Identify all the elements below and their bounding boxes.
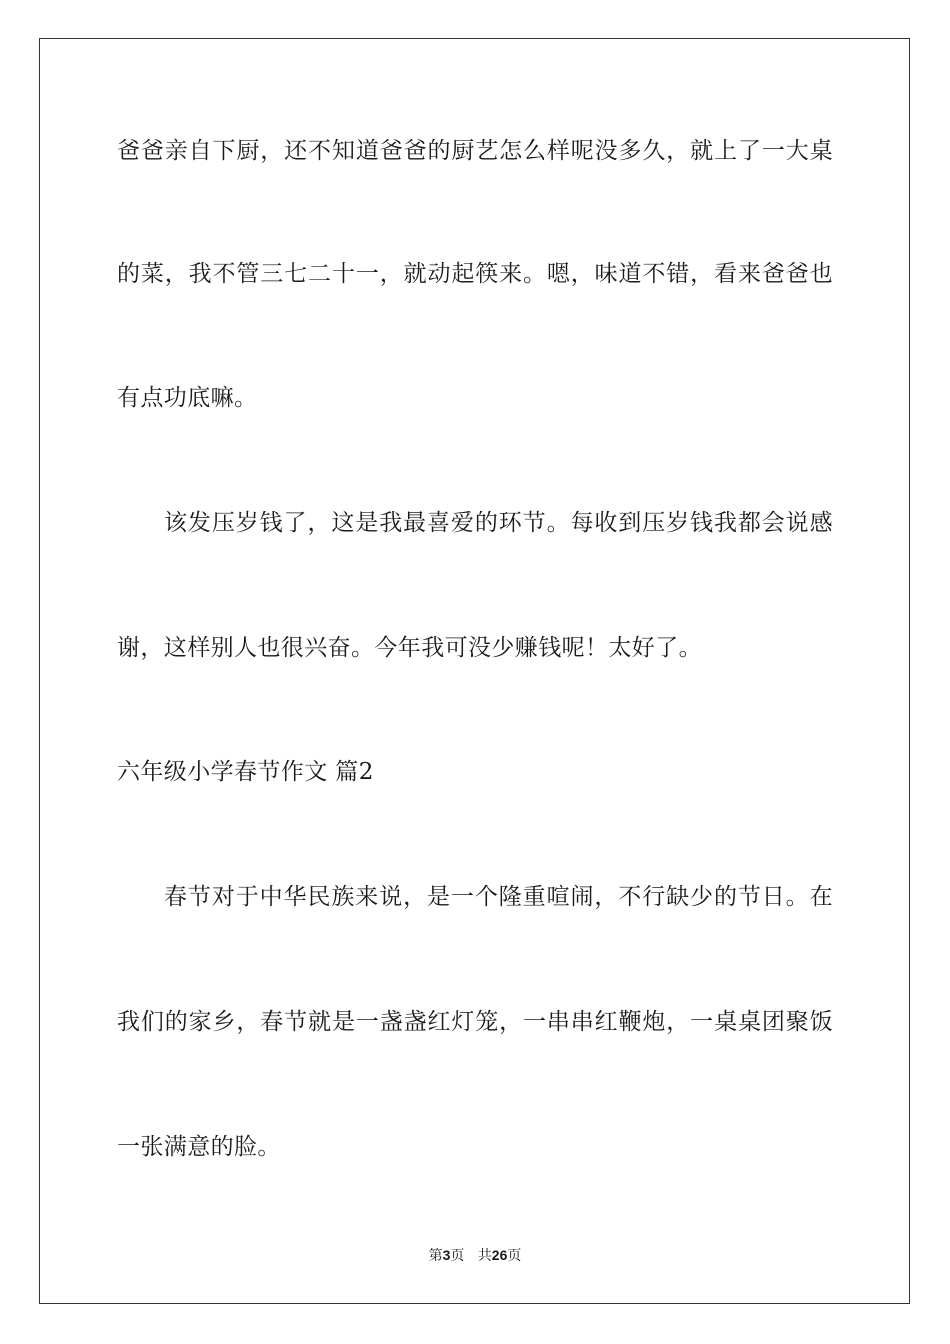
total-suffix: 页 — [507, 1248, 522, 1264]
paragraph-line-1: 爸爸亲自下厨，还不知道爸爸的厨艺怎么样呢没多久，就上了一大桌 — [117, 138, 833, 164]
page-border — [39, 38, 910, 1304]
page-current: 3 — [442, 1247, 451, 1263]
page-footer — [0, 1246, 950, 1265]
paragraph-line-7: 我们的家乡，春节就是一盏盏红灯笼，一串串红鞭炮，一桌桌团聚饭 — [117, 1009, 833, 1035]
page-prefix: 第 — [428, 1248, 443, 1264]
paragraph-line-3: 有点功底嘛。 — [117, 385, 258, 411]
paragraph-line-6: 春节对于中华民族来说，是一个隆重喧闹，不行缺少的节日。在 — [164, 884, 833, 910]
paragraph-line-5: 谢，这样别人也很兴奋。今年我可没少赚钱呢！太好了。 — [117, 635, 702, 661]
paragraph-line-2: 的菜，我不管三七二十一，就动起筷来。嗯，味道不错，看来爸爸也 — [117, 261, 833, 287]
page-suffix: 页 — [450, 1248, 465, 1264]
page-total: 26 — [491, 1247, 508, 1263]
paragraph-line-8: 一张满意的脸。 — [117, 1134, 281, 1160]
section-heading: 六年级小学春节作文 篇2 — [117, 759, 374, 785]
total-prefix: 共 — [477, 1248, 492, 1264]
paragraph-line-4: 该发压岁钱了，这是我最喜爱的环节。每收到压岁钱我都会说感 — [164, 510, 833, 536]
